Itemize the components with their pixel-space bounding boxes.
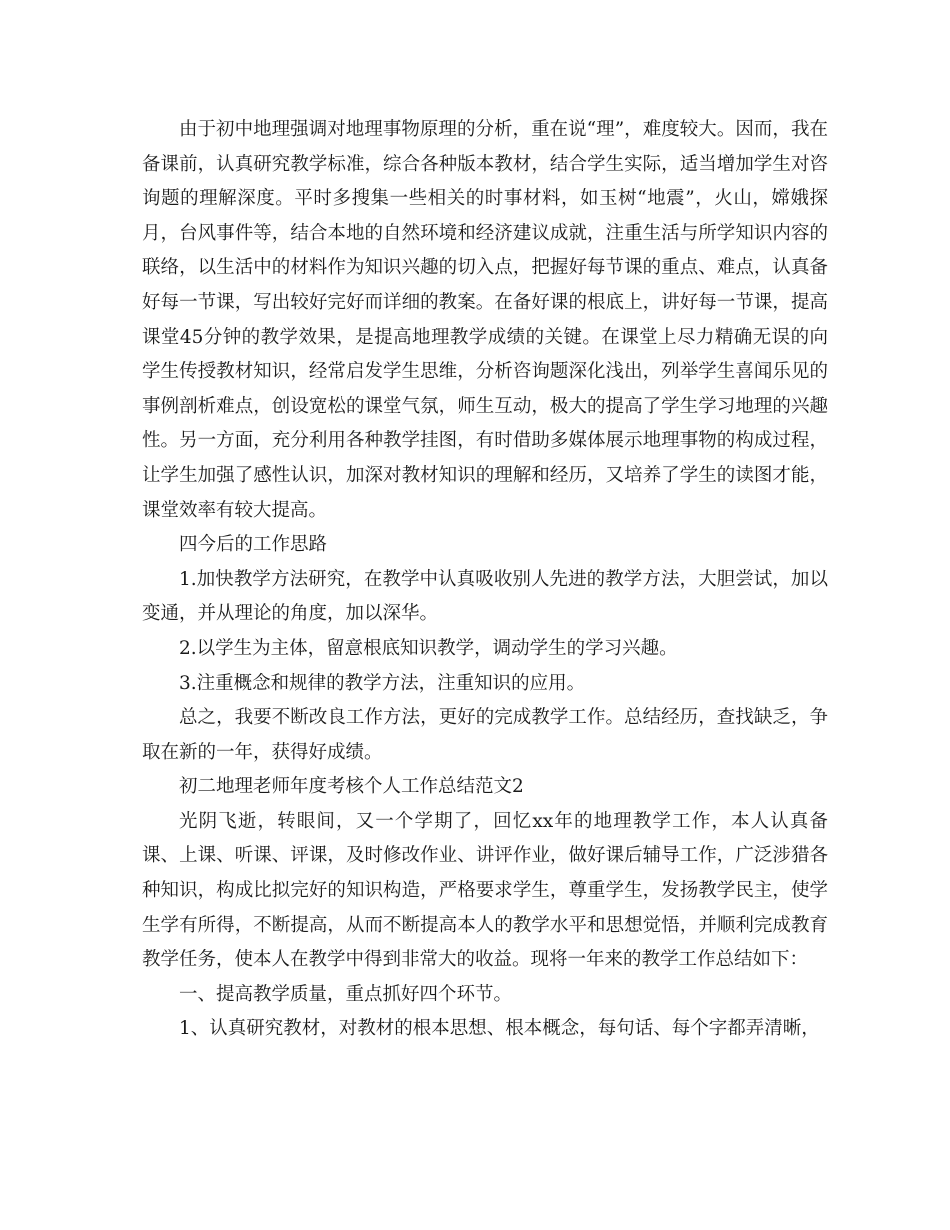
paragraph-study-materials: 1、认真研究教材，对教材的根本思想、根本概念，每句话、每个字都弄清晰， [179, 1018, 820, 1040]
section-heading-future-plan: 四今后的工作思路 [179, 534, 328, 556]
paragraph-introduction: 光阴飞逝，转眼间，又一个学期了，回忆xx年的地理教学工作，本人认真备课、上课、听课、评课，及时修改作业、讲评作业，做好课后辅导工作，广泛涉猎各种知识，构成比拟完好的知识构造，严格要求学生，尊重学生，发扬教学民主，使学生学有所得，不断提高，从而不断提高本人的教学水平和思想觉悟，并顺利完成教育教学任务，使本人在教学中得到非常大的收益。现将一年来的教学工作总结如下： [142, 810, 828, 971]
list-item-3: 3.注重概念和规律的教学方法，注重知识的应用。 [179, 672, 586, 694]
paragraph-teaching-approach: 由于初中地理强调对地理事物原理的分析，重在说“理”，难度较大。因而，我在备课前，认真研究教学标准，综合各种版本教材，结合学生实际，适当增加学生对咨询题的理解深度。平时多搜集一些相关的时事材料，如玉树“地震”，火山，嫦娥探月，台风事件等，结合本地的自然环境和经济建议成就，注重生活与所学知识内容的联络，以生活中的材料作为知识兴趣的切入点，把握好每节课的重点、难点，认真备好每一节课，写出较好完好而详细的教案。在备好课的根底上，讲好每一节课，提高课堂45分钟的教学效果，是提高地理教学成绩的关键。在课堂上尽力精确无误的向学生传授教材知识，经常启发学生思维，分析咨询题深化浅出，列举学生喜闻乐见的事例剖析难点，创设宽松的课堂气氛，师生互动，极大的提高了学生学习地理的兴趣性。另一方面，充分利用各种教学挂图，有时借助多媒体展示地理事物的构成过程，让学生加强了感性认识，加深对教材知识的理解和经历，又培养了学生的读图才能，课堂效率有较大提高。 [142, 119, 828, 521]
document-body [142, 113, 828, 1047]
list-item-2: 2.以学生为主体，留意根底知识教学，调动学生的学习兴趣。 [179, 637, 678, 659]
article-title-2: 初二地理老师年度考核个人工作总结范文2 [179, 776, 524, 798]
section-heading-1: 一、提高教学质量，重点抓好四个环节。 [179, 983, 513, 1005]
list-item-1: 1.加快教学方法研究，在教学中认真吸收别人先进的教学方法，大胆尝试，加以变通，并从理论的角度，加以深华。 [142, 568, 828, 625]
paragraph-conclusion: 总之，我要不断改良工作方法，更好的完成教学工作。总结经历，查找缺乏，争取在新的一年，获得好成绩。 [142, 707, 828, 763]
